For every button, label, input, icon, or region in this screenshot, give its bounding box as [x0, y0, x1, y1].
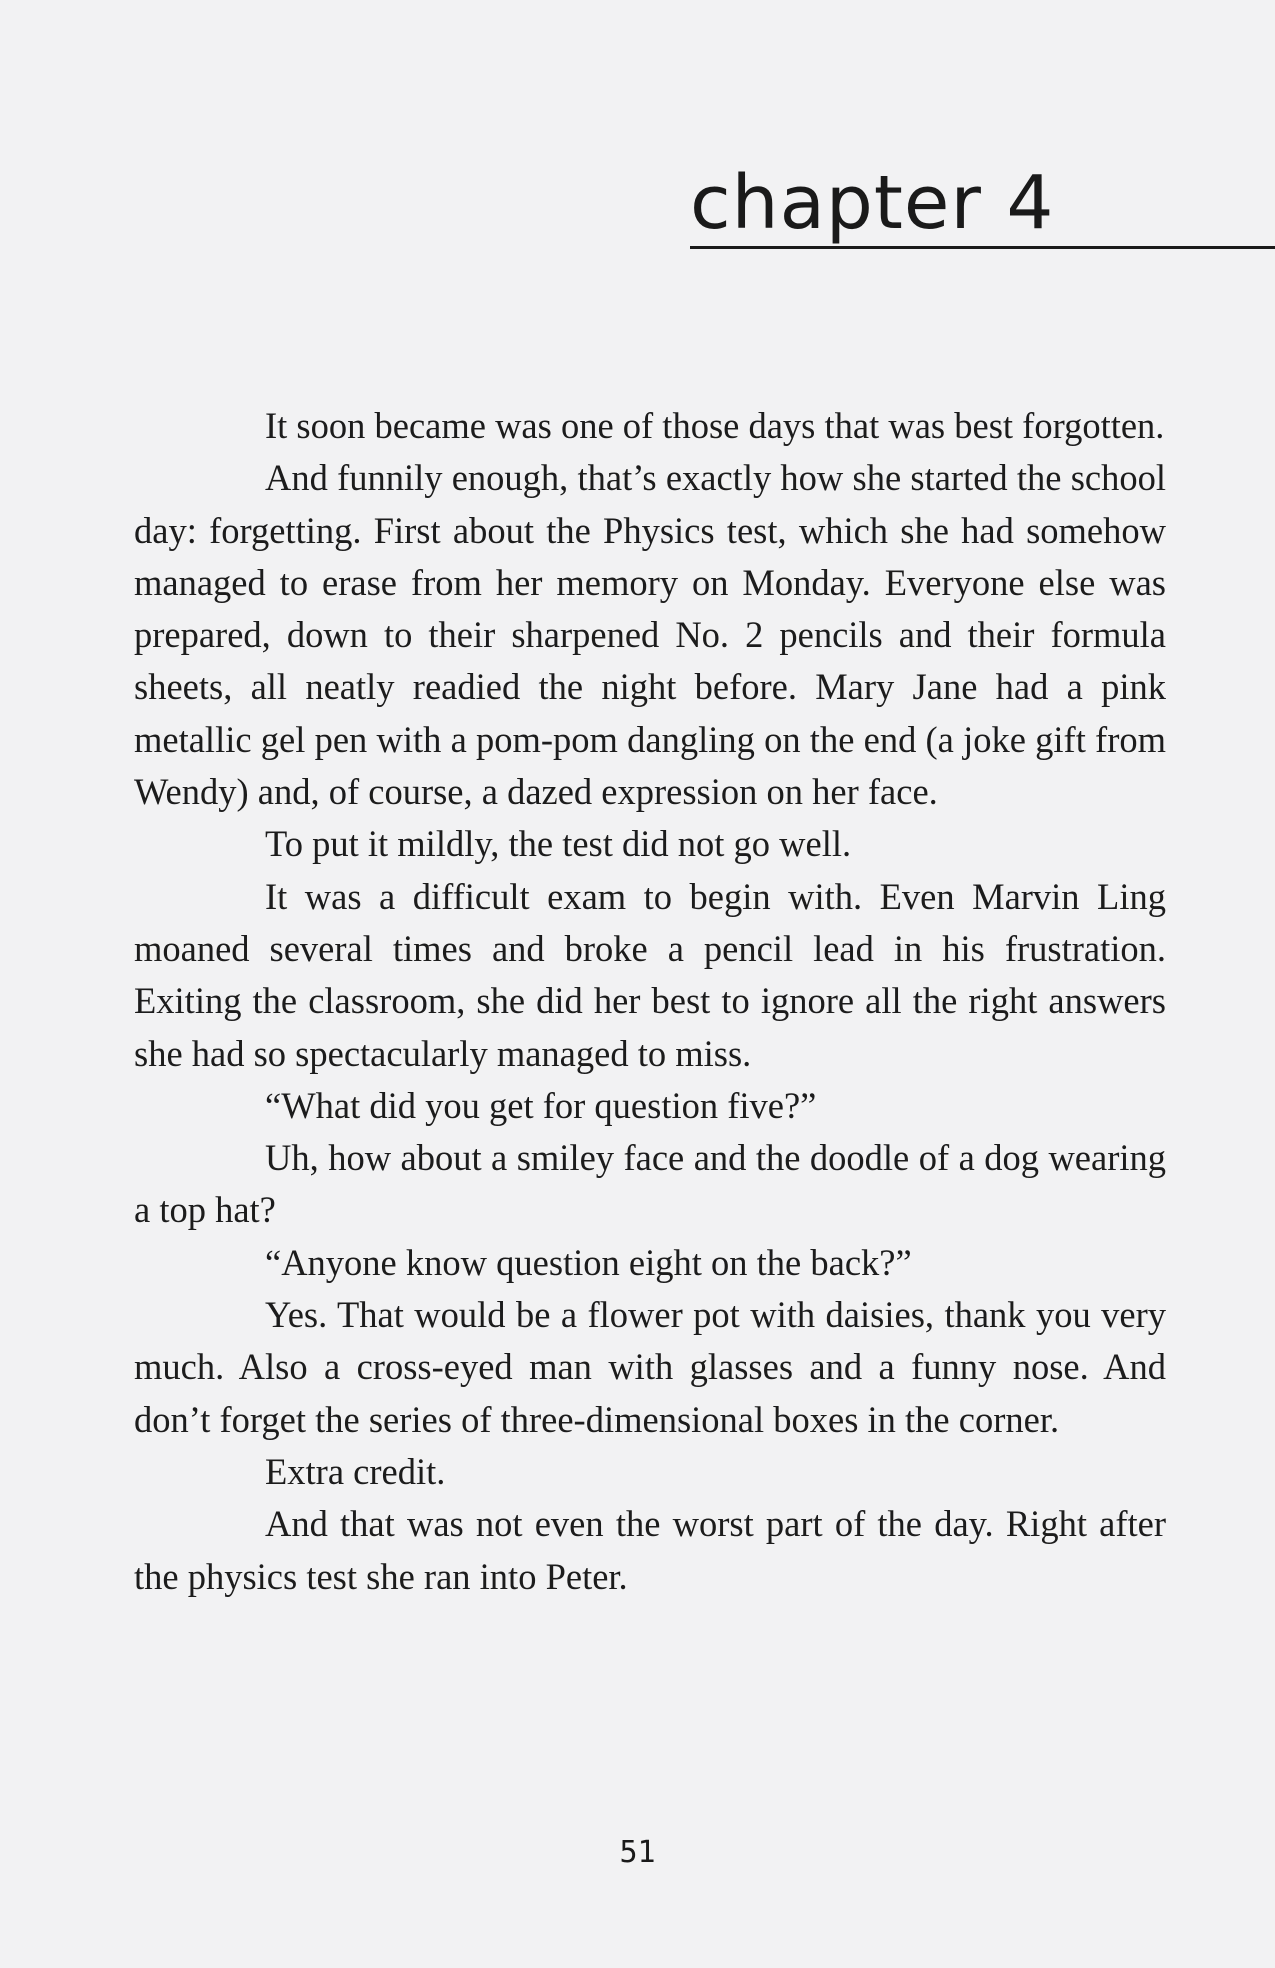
paragraph: And funnily enough, that’s exactly how she started the school day: forgetting. First about the Physics test, which she had somehow managed to erase from her memory on Monday. Everyone else was prepared, down to their sharpened No. 2 pencils and their formula sheets, all neatly readied the night before. Mary Jane had a pink metallic gel pen with a pom-pom dangling on the end (a joke gift from Wendy) and, of course, a dazed expression on her face. [134, 457, 1166, 813]
paragraph: Yes. That would be a flower pot with daisies, thank you very much. Also a cross-eyed man with glasses and a funny nose. And don’t forget the series of three-dimensional boxes in the corner. [134, 1294, 1166, 1440]
chapter-heading [690, 160, 1275, 249]
paragraph: It was a difficult exam to begin with. Even Marvin Ling moaned several times and broke a pencil lead in his frustration. Exiting the classroom, she did her best to ignore all the right answers she had so spectacularly managed to miss. [134, 875, 1166, 1074]
chapter-title: chapter 4 [690, 160, 1055, 246]
paragraph: “Anyone know question eight on the back?” [265, 1241, 912, 1283]
paragraph: “What did you get for question five?” [265, 1084, 817, 1126]
paragraph: To put it mildly, the test did not go well. [265, 823, 852, 865]
paragraph: Uh, how about a smiley face and the doodle of a dog wearing a top hat? [134, 1137, 1166, 1231]
page-number: 51 [619, 1835, 656, 1870]
paragraph: It soon became was one of those days that was best forgotten. [265, 405, 1165, 446]
paragraph: Extra credit. [265, 1450, 446, 1492]
body-text [134, 400, 1166, 1603]
paragraph: And that was not even the worst part of the day. Right after the physics test she ran into Peter. [134, 1503, 1166, 1597]
